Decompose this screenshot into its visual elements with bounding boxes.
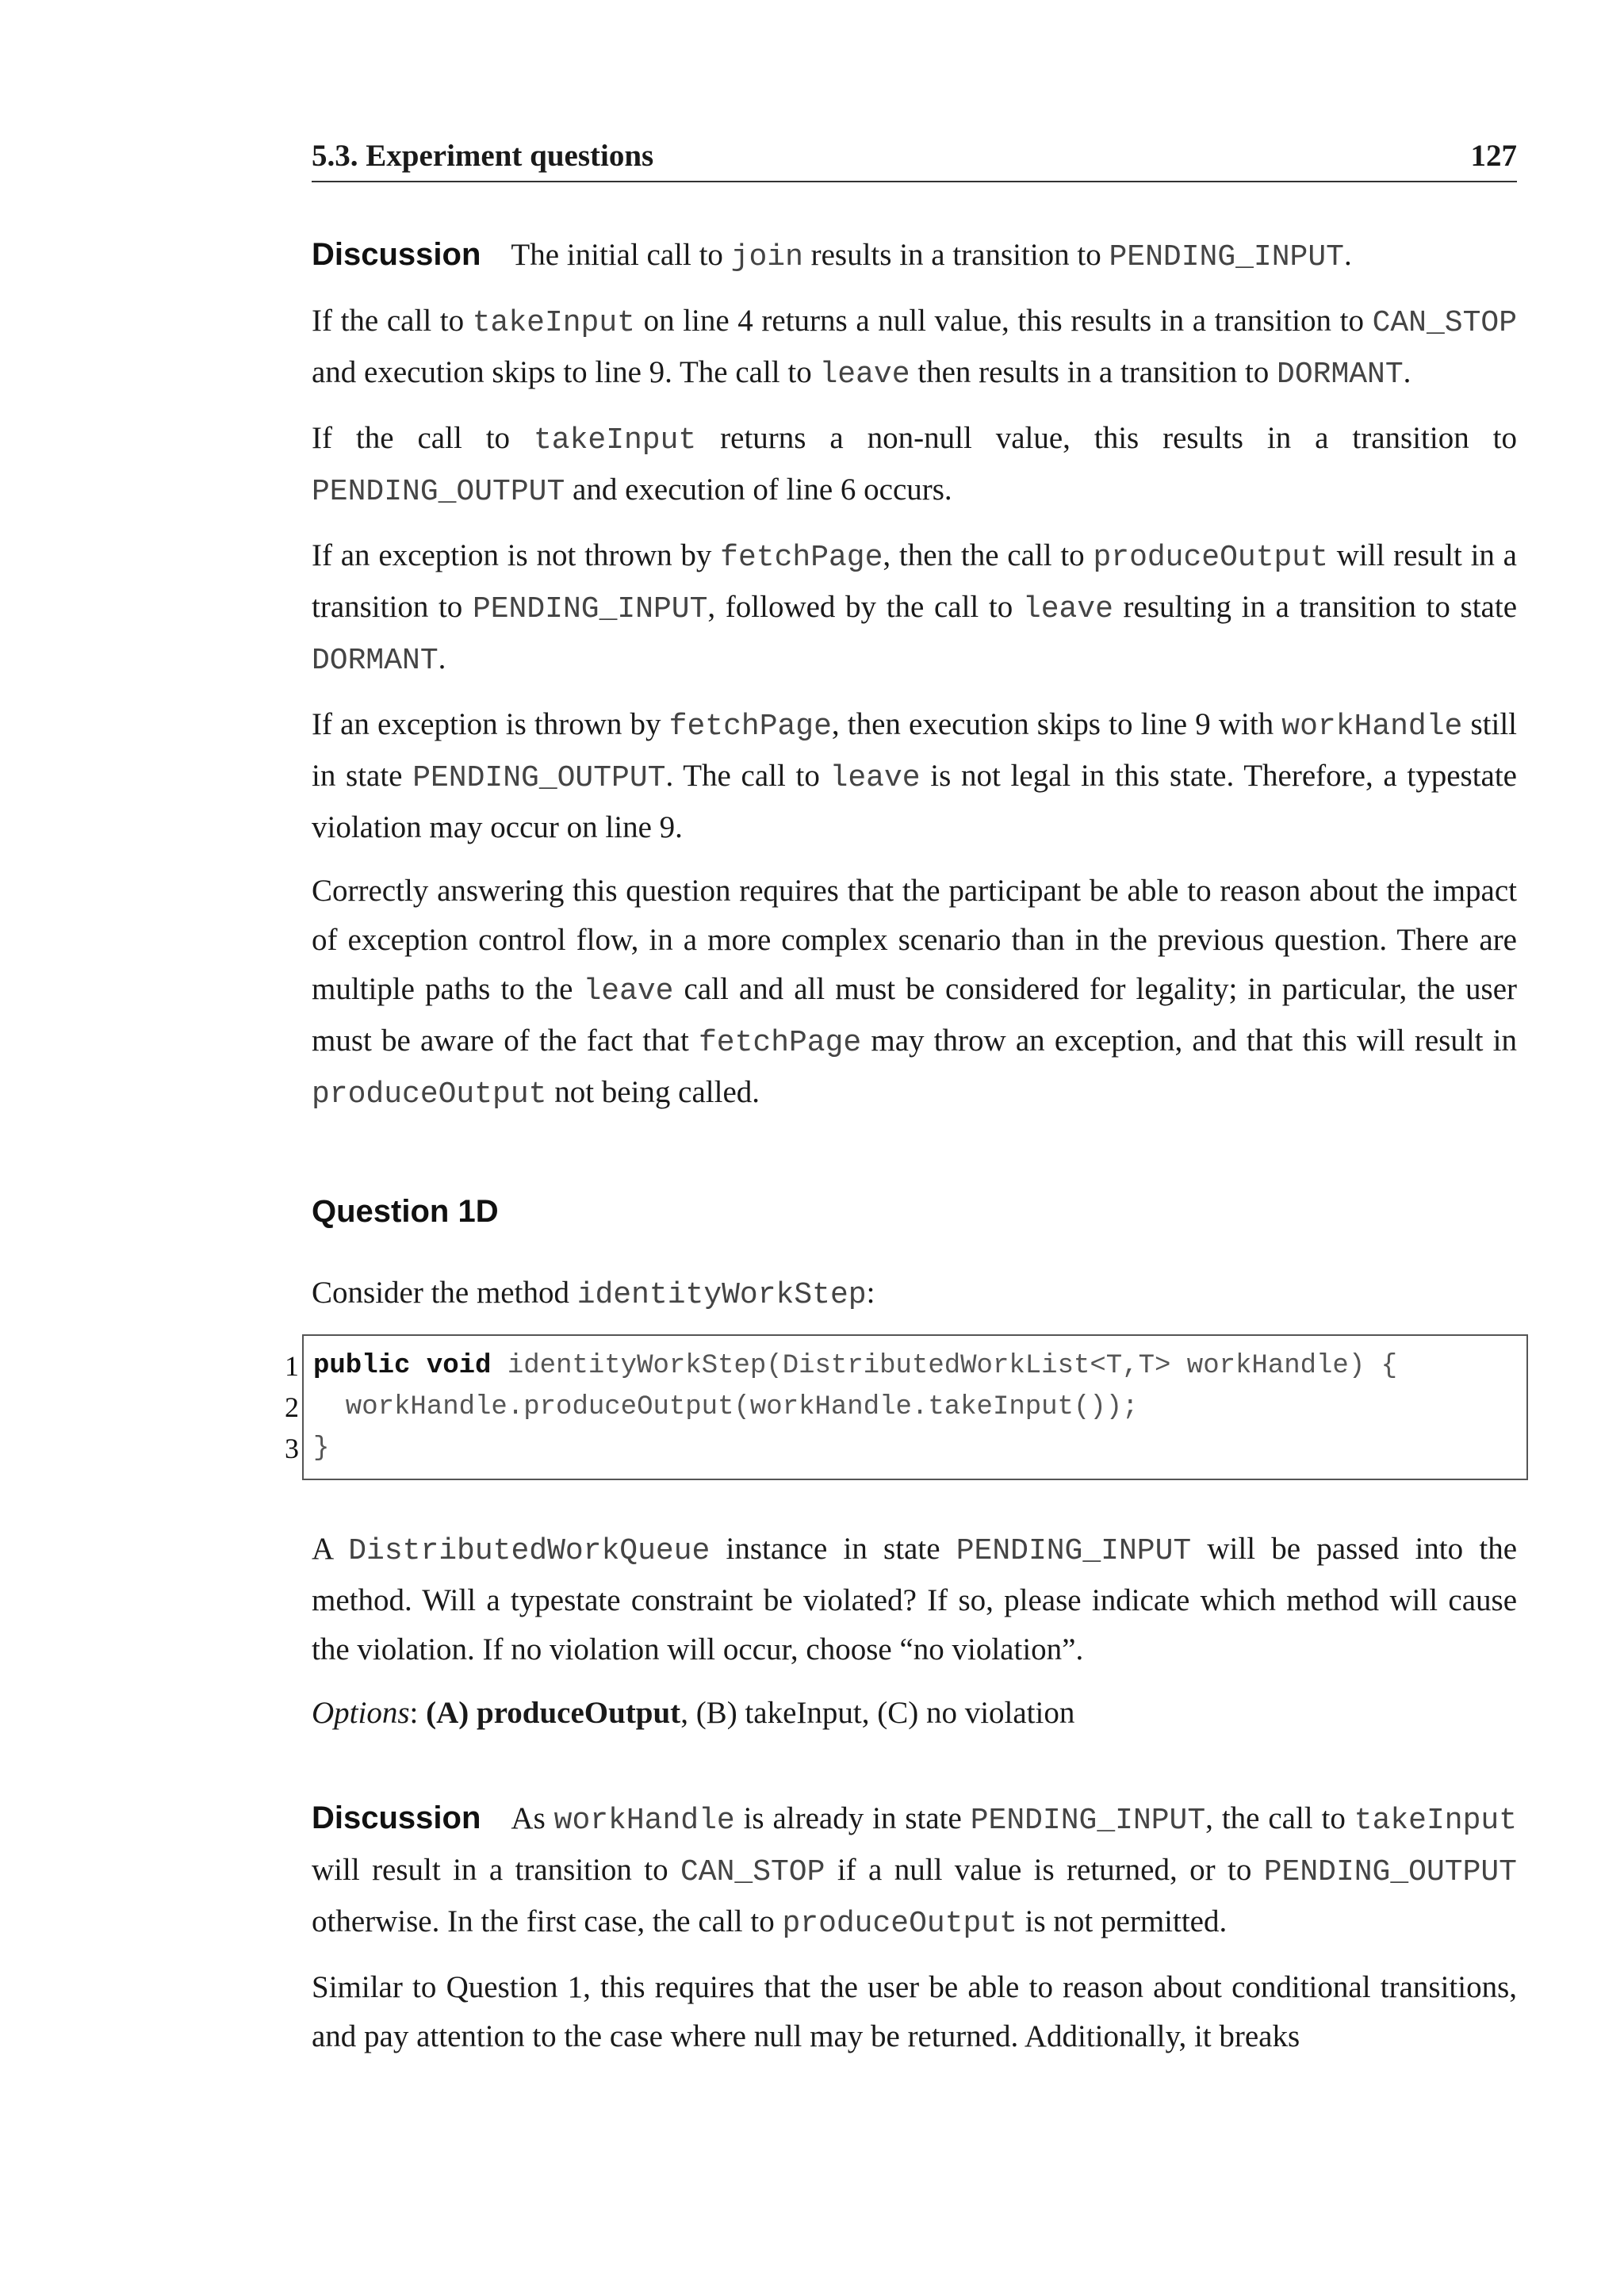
text-run: If the call to [312,304,473,338]
text-run: and execution of line 6 occurs. [565,473,952,507]
text-run: results in a transition to [802,238,1109,272]
question-intro [312,1269,1517,1320]
text-run: and execution skips to line 9. The call to [312,355,820,389]
text-run: is not legal in this state. Therefore, a typestate violation may occur on line 9. [312,759,1517,844]
code-ref: PENDING_INPUT [472,592,708,626]
text-run: , followed by the call to [707,590,1023,624]
text-run: The initial call to [511,238,731,272]
code-keyword: void [426,1351,492,1381]
code-ref: DORMANT [312,644,439,678]
text-run: . [1403,355,1411,389]
text-run: will result in a transition to [312,538,1517,624]
code-ref: PENDING_INPUT [1109,240,1344,274]
text-run: will be passed into the method. Will a typestate constraint be violated? If so, please indicate which method will cause the violation. If no violation will occur, choose “no violation”. [312,1532,1517,1667]
running-head [312,138,1517,182]
code-ref: identityWorkStep [576,1278,867,1312]
text-run: then results in a transition to [910,355,1277,389]
discussion-paragraph [312,230,1517,282]
code-text: workHandle.produceOutput(workHandle.takeInput()); [313,1392,1139,1422]
code-ref: takeInput [533,423,697,457]
code-ref: CAN_STOP [1372,306,1518,340]
text-run: If an exception is thrown by [312,707,669,741]
code-ref: takeInput [1354,1804,1517,1838]
code-ref: fetchPage [668,710,832,744]
code-ref: produceOutput [782,1907,1017,1941]
code-ref: produceOutput [312,1077,547,1112]
text-run: A [312,1532,349,1566]
discussion-paragraph [312,867,1517,1119]
line-number: 1 [285,1350,299,1382]
code-line-1 [285,1345,1526,1387]
code-keyword: public [313,1351,411,1381]
text-run: If an exception is not thrown by [312,538,721,572]
code-ref: leave [1022,592,1113,626]
section-title: 5.3. Experiment questions [312,139,654,173]
code-ref: produceOutput [1093,541,1328,575]
other-options: , (B) takeInput, (C) no violation [680,1696,1075,1730]
text-run: returns a non-null value, this results in a transition to [696,421,1517,455]
text-run: on line 4 returns a null value, this results in a transition to [634,304,1373,338]
code-ref: DORMANT [1277,358,1404,392]
text-run: . [438,641,446,675]
text-run: : [866,1276,875,1310]
discussion-paragraph [312,531,1517,686]
text-run: Consider the method [312,1276,577,1310]
code-text: identityWorkStep(DistributedWorkList<T,T> workHandle) { [491,1351,1398,1381]
code-ref: PENDING_INPUT [970,1804,1206,1838]
code-ref: PENDING_OUTPUT [412,761,666,795]
code-ref: workHandle [1281,710,1463,744]
discussion-paragraph: Similar to Question 1, this requires that the user be able to reason about conditional transitions, and pay attention to the case where null may be returned. Additionally, it breaks [312,1970,1517,2053]
text-run: not being called. [546,1075,760,1109]
code-ref: leave [583,974,674,1008]
code-ref: PENDING_OUTPUT [312,475,565,509]
text-run: resulting in a transition to state [1113,590,1518,624]
text-run: will result in a transition to [312,1853,680,1887]
text-run: call and all must be considered for legality; in particular, the user must be aware of the fact that [312,972,1518,1058]
text-run: may throw an exception, and that this will result in [861,1024,1517,1058]
body-text [285,230,1518,2076]
code-ref: DistributedWorkQueue [348,1534,710,1568]
question-heading: Question 1D [312,1194,499,1229]
discussion-paragraph [312,700,1517,852]
text-run: , then the call to [883,538,1094,572]
discussion-paragraph [312,297,1517,400]
code-ref: leave [819,358,910,392]
correct-option: (A) produceOutput [426,1696,681,1730]
text-run: , the call to [1205,1801,1354,1835]
options-label: Options [312,1696,410,1730]
discussion-label: Discussion [312,1800,481,1835]
text-run: otherwise. In the first case, the call to [312,1904,783,1938]
code-line-3 [285,1428,1526,1469]
line-number: 3 [285,1433,299,1464]
code-listing [285,1334,1517,1480]
code-text: } [313,1433,330,1464]
code-ref: fetchPage [698,1026,862,1060]
code-ref: PENDING_OUTPUT [1263,1855,1517,1889]
text-run: if a null value is returned, or to [825,1853,1264,1887]
question-prompt [312,1525,1517,1674]
page-number: 127 [1470,139,1517,173]
text-run: instance in state [710,1532,956,1566]
question-options: Options: (A) produceOutput, (B) takeInput, (C) no violation [312,1696,1075,1730]
discussion-label: Discussion [312,237,481,272]
code-box [285,1334,1528,1480]
text-run: . [1343,238,1352,272]
code-ref: takeInput [472,306,635,340]
text-run: If the call to [312,421,534,455]
text-run: , then execution skips to line 9 with [831,707,1282,741]
text-run: Correctly answering this question requires that the participant be able to reason about the impact of exception control flow, in a more complex scenario than in the previous question. There are multiple paths to the [312,874,1517,1006]
line-number: 2 [285,1391,299,1423]
text-run: is already in state [734,1801,971,1835]
code-ref: PENDING_INPUT [956,1534,1192,1568]
text-run: is not permitted. [1017,1904,1228,1938]
code-ref: join [730,240,803,274]
code-ref: CAN_STOP [680,1855,825,1889]
code-ref: workHandle [553,1804,735,1838]
text-run: . The call to [665,759,830,793]
text-run: As [511,1801,554,1835]
code-ref: leave [829,761,921,795]
code-line-2 [285,1387,1526,1428]
text-run: still in state [312,707,1517,793]
discussion-paragraph [312,1793,1517,1949]
discussion-paragraph [312,414,1517,517]
code-ref: fetchPage [720,541,883,575]
